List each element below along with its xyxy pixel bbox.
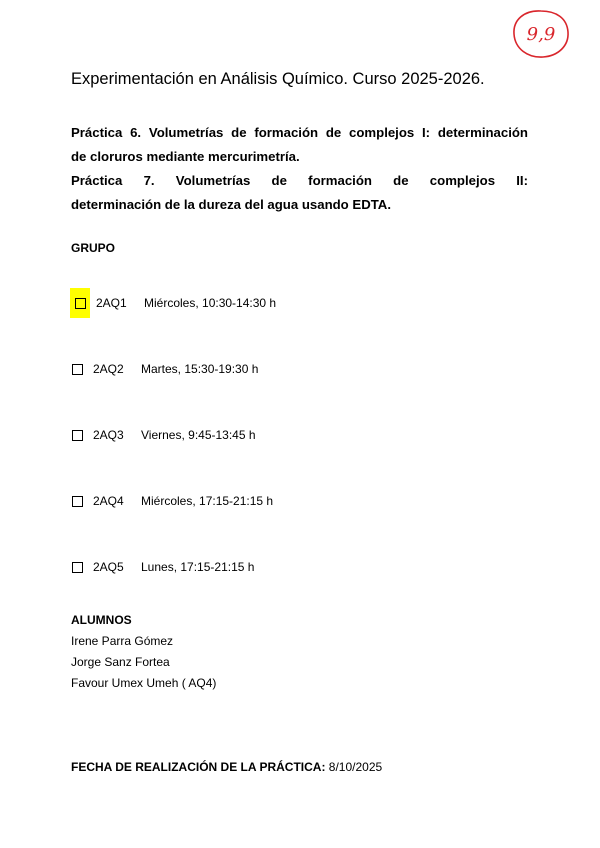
grupo-label: GRUPO [71, 241, 116, 255]
grupo-code: 2AQ3 [93, 428, 124, 442]
checkbox-icon[interactable] [72, 562, 83, 573]
fecha-realizacion [71, 760, 382, 774]
grupo-option-2aq2[interactable] [72, 357, 258, 381]
checkbox-icon[interactable] [72, 364, 83, 375]
grupo-option-2aq5[interactable] [72, 555, 254, 579]
grupo-code: 2AQ2 [93, 362, 124, 376]
alumno-name: Irene Parra Gómez [71, 634, 174, 648]
checkbox-icon[interactable] [72, 496, 83, 507]
grade-stamp [510, 8, 572, 60]
checkbox-icon[interactable] [75, 298, 86, 309]
practice-6-line-1: Práctica 6. Volumetrías de formación de complejos I: determinación [71, 125, 528, 140]
grupo-option-2aq1[interactable] [70, 291, 276, 315]
grupo-schedule: Lunes, 17:15-21:15 h [141, 560, 255, 574]
alumno-name: Favour Umex Umeh ( AQ4) [71, 676, 217, 690]
grupo-schedule: Viernes, 9:45-13:45 h [141, 428, 256, 442]
checkbox-icon[interactable] [72, 430, 83, 441]
grupo-schedule: Miércoles, 10:30-14:30 h [144, 296, 277, 310]
grupo-code: 2AQ1 [96, 296, 127, 310]
grupo-checkbox-highlight [70, 288, 90, 318]
practice-7-line-2: determinación de la dureza del agua usando EDTA. [71, 197, 391, 212]
fecha-label: FECHA DE REALIZACIÓN DE LA PRÁCTICA: [71, 760, 326, 774]
alumno-name: Jorge Sanz Fortea [71, 655, 170, 669]
practice-7-line-1: Práctica 7. Volumetrías de formación de complejos II: [71, 173, 528, 188]
grupo-code: 2AQ5 [93, 560, 124, 574]
practice-6-line-2: de cloruros mediante mercurimetría. [71, 149, 300, 164]
grade-value: 9,9 [526, 24, 556, 45]
grupo-option-2aq3[interactable] [72, 423, 256, 447]
grupo-schedule: Martes, 15:30-19:30 h [141, 362, 259, 376]
fecha-value: 8/10/2025 [328, 760, 383, 774]
grupo-option-2aq4[interactable] [72, 489, 273, 513]
alumnos-label: ALUMNOS [71, 613, 132, 627]
page-title: Experimentación en Análisis Químico. Curso 2025-2026. [71, 70, 485, 88]
grupo-schedule: Miércoles, 17:15-21:15 h [141, 494, 274, 508]
grupo-code: 2AQ4 [93, 494, 124, 508]
